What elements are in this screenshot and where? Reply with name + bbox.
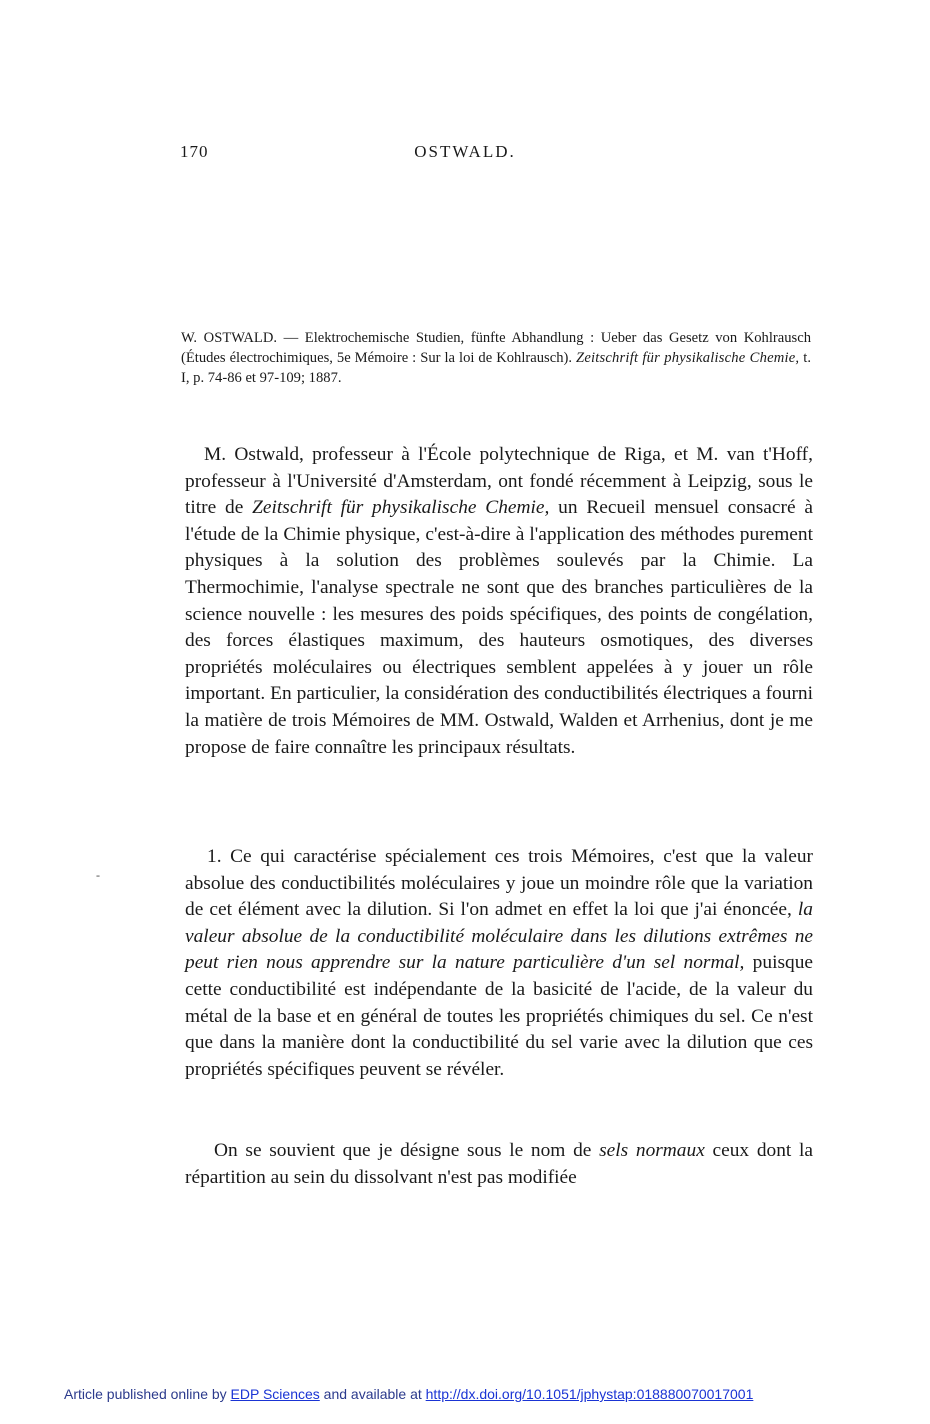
page-number: 170 — [180, 142, 209, 161]
reference-pages: t. I, p. 74-86 et 97-109; 1887. — [181, 350, 811, 386]
paragraph-text: Ce qui caractérise spécialement ces trois Mémoires, c'est que la valeur absolue des conductibilités moléculaires y joue un moindre rôle que la variation de cet élément avec la dilution. Si l'on admet en effet la loi que j'ai énoncée, — [185, 846, 813, 921]
paragraph-text: On se souvient que je désigne sous le nom de — [214, 1140, 600, 1161]
reference-journal: Zeitschrift für physikalische Chemie, — [576, 350, 800, 366]
paragraph-italic: la valeur absolue de la conductibilité moléculaire dans les dilutions extrêmes ne peut rien nous apprendre sur la nature particulière d'un sel normal, — [185, 899, 813, 974]
body-paragraph-section-1 — [185, 844, 813, 1083]
paragraph-text: ceux dont la répartition au sein du dissolvant n'est pas modifiée — [185, 1140, 813, 1188]
bibliographic-reference — [181, 328, 811, 388]
footer-middle: and available at — [319, 1386, 426, 1402]
body-paragraph-normal-salts — [185, 1138, 813, 1191]
margin-mark: - — [96, 868, 100, 882]
publisher-link[interactable]: EDP Sciences — [230, 1386, 320, 1402]
section-number: 1. — [207, 846, 222, 867]
doi-link[interactable]: http://dx.doi.org/10.1051/jphystap:018880070017001 — [425, 1386, 754, 1402]
paragraph-text: un Recueil mensuel consacré à l'étude de la Chimie physique, c'est-à-dire à l'application des méthodes purement physiques à la solution des problèmes soulevés par la Chimie. La Thermochimie, l'analyse spectrale ne sont que des branches particulières de la science nouvelle : les mesures des poids spécifiques, des points de congélation, des forces élastiques maximum, des hauteurs osmotiques, des diverses propriétés moléculaires ou électriques semblent appelées à y jouer un rôle important. En particulier, la considération des conductibilités électriques a fourni la matière de trois Mémoires de MM. Ostwald, Walden et Arrhenius, dont je me propose de faire connaître les principaux résultats. — [185, 497, 813, 758]
body-paragraph-intro — [185, 442, 813, 761]
paragraph-italic: sels normaux — [599, 1140, 705, 1161]
reference-author: W. OSTWALD. — [181, 330, 278, 346]
paragraph-italic: Zeitschrift für physikalische Chemie, — [252, 497, 550, 519]
paragraph-text: puisque cette conductibilité est indépendante de la basicité de l'acide, de la valeur du métal de la base et en général de toutes les propriétés chimiques du sel. Ce n'est que dans la manière dont la conductibilité du sel varie avec la dilution que ces propriétés spécifiques peuvent se révéler. — [185, 952, 813, 1080]
publication-footer — [64, 1386, 753, 1402]
reference-text: — Elektrochemische Studien, fünfte Abhandlung : Ueber das Gesetz von Kohlrausch (Études électrochimiques, 5e Mémoire : Sur la loi de Kohlrausch). — [181, 330, 811, 366]
footer-prefix: Article published online by — [64, 1386, 231, 1402]
running-title: OSTWALD. — [414, 142, 516, 161]
paragraph-text: M. Ostwald, professeur à l'École polytechnique de Riga, et M. van t'Hoff, professeur à l'Université d'Amsterdam, ont fondé récemment à Leipzig, sous le titre de — [185, 444, 813, 519]
